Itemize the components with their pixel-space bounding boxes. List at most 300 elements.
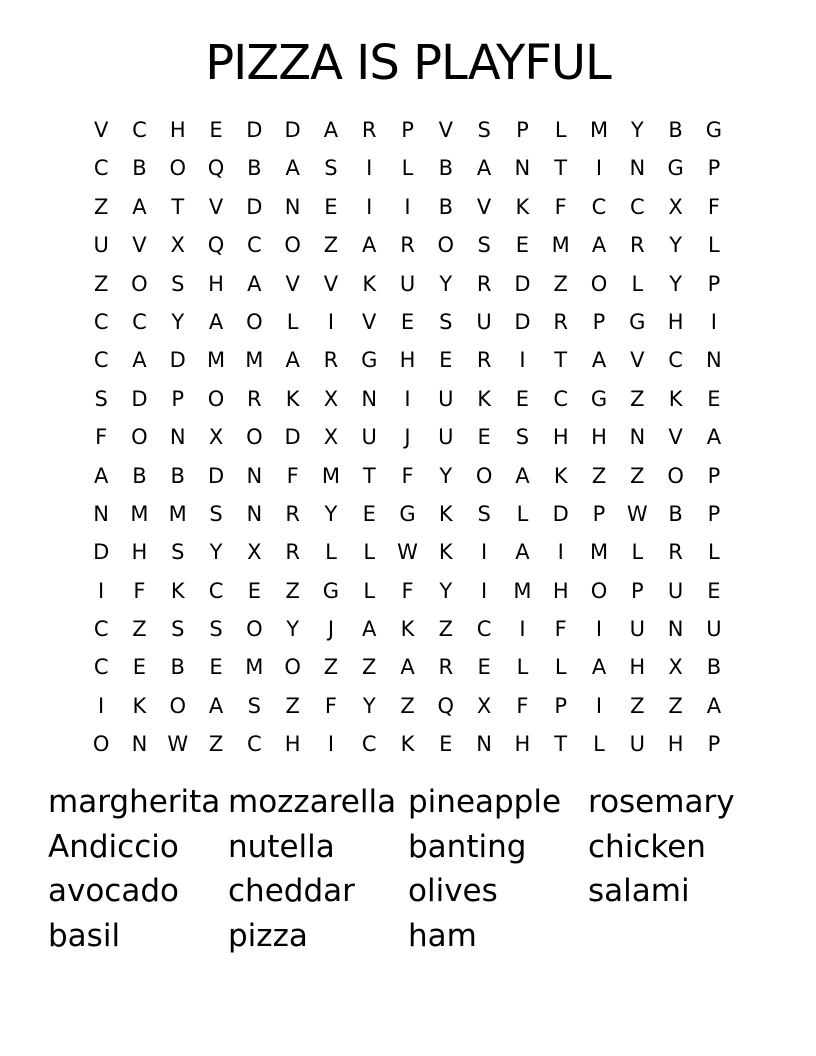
- grid-letter[interactable]: O: [590, 271, 608, 296]
- grid-letter[interactable]: D: [207, 463, 225, 488]
- grid-letter[interactable]: U: [476, 309, 492, 334]
- grid-letter[interactable]: O: [207, 386, 225, 411]
- grid-letter[interactable]: A: [285, 156, 300, 181]
- grid-letter[interactable]: K: [515, 194, 530, 219]
- grid-letter[interactable]: L: [554, 118, 567, 142]
- grid-letter[interactable]: E: [362, 501, 376, 526]
- grid-letter[interactable]: V: [208, 194, 224, 219]
- grid-letter[interactable]: I: [557, 540, 564, 565]
- grid-letter[interactable]: O: [284, 233, 301, 258]
- grid-letter[interactable]: H: [629, 655, 646, 680]
- grid-letter[interactable]: S: [477, 501, 491, 526]
- grid-letter[interactable]: T: [554, 156, 568, 181]
- grid-letter[interactable]: R: [400, 233, 415, 258]
- grid-letter[interactable]: V: [323, 271, 339, 296]
- grid-letter[interactable]: D: [246, 194, 263, 219]
- grid-row: [82, 457, 733, 495]
- grid-letter[interactable]: H: [514, 732, 531, 757]
- grid-letter[interactable]: A: [247, 271, 262, 296]
- grid-letter[interactable]: Z: [400, 693, 415, 718]
- grid-letter[interactable]: I: [595, 693, 603, 718]
- grid-letter[interactable]: K: [362, 271, 377, 296]
- grid-letter[interactable]: P: [171, 386, 185, 411]
- grid-letter[interactable]: B: [247, 156, 262, 181]
- grid-letter[interactable]: P: [554, 693, 568, 718]
- grid-letter[interactable]: S: [324, 156, 338, 181]
- grid-letter[interactable]: U: [361, 425, 377, 450]
- grid-letter[interactable]: P: [592, 309, 606, 334]
- grid-letter[interactable]: L: [516, 655, 529, 680]
- grid-letter[interactable]: M: [245, 348, 264, 373]
- grid-letter[interactable]: W: [626, 501, 648, 526]
- grid-letter[interactable]: O: [246, 309, 263, 334]
- grid-letter[interactable]: Y: [171, 309, 185, 334]
- grid-letter[interactable]: C: [93, 617, 109, 642]
- grid-letter[interactable]: L: [325, 540, 337, 565]
- grid-letter[interactable]: A: [400, 655, 415, 680]
- grid-letter[interactable]: K: [132, 693, 147, 718]
- grid-letter[interactable]: L: [631, 540, 644, 565]
- grid-letter[interactable]: W: [397, 540, 418, 565]
- grid-letter[interactable]: S: [439, 309, 453, 334]
- grid-letter[interactable]: D: [552, 501, 569, 526]
- grid-letter[interactable]: C: [591, 194, 607, 219]
- grid-letter[interactable]: S: [171, 617, 185, 642]
- grid-letter[interactable]: H: [667, 309, 684, 334]
- grid-letter[interactable]: Y: [286, 617, 300, 642]
- grid-row: [82, 303, 733, 341]
- grid-letter[interactable]: E: [515, 233, 530, 258]
- grid-letter[interactable]: S: [477, 118, 491, 142]
- grid-letter[interactable]: C: [476, 617, 492, 642]
- grid-letter[interactable]: F: [554, 194, 567, 219]
- grid-letter[interactable]: Y: [362, 693, 376, 718]
- grid-letter[interactable]: X: [208, 425, 224, 450]
- grid-letter[interactable]: Z: [630, 463, 645, 488]
- grid-letter[interactable]: G: [667, 156, 684, 181]
- grid-letter[interactable]: S: [477, 233, 491, 258]
- grid-letter[interactable]: S: [94, 386, 108, 411]
- grid-letter[interactable]: I: [595, 156, 603, 181]
- grid-letter[interactable]: V: [285, 271, 300, 296]
- grid-letter[interactable]: E: [439, 348, 453, 373]
- grid-letter[interactable]: M: [206, 348, 226, 373]
- grid-letter[interactable]: O: [246, 425, 263, 450]
- grid-letter[interactable]: V: [362, 309, 377, 334]
- grid-letter[interactable]: Z: [591, 463, 607, 488]
- grid-letter[interactable]: H: [284, 732, 301, 757]
- grid-letter[interactable]: L: [708, 540, 720, 565]
- grid-letter[interactable]: C: [93, 156, 109, 181]
- grid-letter[interactable]: L: [708, 233, 720, 258]
- grid-letter[interactable]: C: [668, 348, 683, 373]
- grid-letter[interactable]: A: [515, 463, 530, 488]
- grid-letter[interactable]: G: [705, 118, 723, 142]
- grid-letter[interactable]: N: [514, 156, 531, 181]
- grid-row: [82, 188, 733, 226]
- grid-letter[interactable]: X: [170, 233, 185, 258]
- grid-letter[interactable]: X: [247, 540, 262, 565]
- grid-letter[interactable]: W: [167, 732, 189, 757]
- grid-letter[interactable]: H: [552, 578, 569, 603]
- grid-letter[interactable]: V: [132, 233, 147, 258]
- grid-letter[interactable]: T: [362, 463, 376, 488]
- grid-letter[interactable]: K: [668, 386, 683, 411]
- grid-letter[interactable]: U: [438, 425, 454, 450]
- grid-letter[interactable]: I: [327, 732, 335, 757]
- grid-letter[interactable]: L: [363, 540, 376, 565]
- grid-letter[interactable]: C: [93, 309, 109, 334]
- grid-letter[interactable]: Q: [207, 233, 225, 258]
- grid-letter[interactable]: A: [208, 309, 224, 334]
- grid-letter[interactable]: N: [131, 732, 148, 757]
- grid-letter[interactable]: S: [209, 617, 223, 642]
- grid-letter[interactable]: Z: [208, 732, 224, 757]
- grid-letter[interactable]: N: [246, 463, 263, 488]
- grid-letter[interactable]: B: [132, 156, 147, 181]
- grid-letter[interactable]: L: [631, 271, 644, 296]
- grid-letter[interactable]: U: [629, 732, 645, 757]
- grid-letter[interactable]: N: [476, 732, 492, 757]
- grid-letter[interactable]: K: [170, 578, 185, 603]
- grid-letter[interactable]: B: [170, 463, 185, 488]
- grid-letter[interactable]: P: [516, 118, 529, 142]
- grid-letter[interactable]: A: [323, 118, 339, 142]
- grid-letter[interactable]: V: [476, 194, 492, 219]
- grid-letter[interactable]: B: [668, 118, 683, 142]
- grid-letter[interactable]: Z: [553, 271, 568, 296]
- grid-letter[interactable]: Q: [437, 693, 455, 718]
- grid-letter[interactable]: P: [401, 118, 414, 142]
- grid-letter[interactable]: U: [706, 617, 722, 642]
- grid-letter[interactable]: A: [476, 156, 492, 181]
- grid-letter[interactable]: O: [92, 732, 110, 757]
- grid-letter[interactable]: A: [132, 194, 147, 219]
- grid-letter[interactable]: Z: [323, 233, 339, 258]
- grid-letter[interactable]: K: [400, 617, 415, 642]
- grid-letter[interactable]: G: [322, 578, 340, 603]
- grid-letter[interactable]: O: [169, 156, 186, 181]
- grid-letter[interactable]: Z: [438, 617, 454, 642]
- word-list-item: rosemary: [588, 784, 735, 820]
- grid-letter[interactable]: R: [476, 271, 492, 296]
- grid-letter[interactable]: G: [629, 309, 646, 334]
- grid-letter[interactable]: Y: [669, 233, 683, 258]
- grid-letter[interactable]: P: [707, 732, 721, 757]
- grid-letter[interactable]: Y: [439, 578, 453, 603]
- grid-letter[interactable]: G: [399, 501, 416, 526]
- grid-letter[interactable]: A: [515, 540, 530, 565]
- grid-letter[interactable]: P: [707, 501, 721, 526]
- grid-letter[interactable]: N: [246, 501, 263, 526]
- grid-letter[interactable]: T: [554, 348, 568, 373]
- grid-letter[interactable]: O: [131, 271, 148, 296]
- grid-letter[interactable]: M: [168, 501, 187, 526]
- grid-letter[interactable]: I: [710, 309, 717, 334]
- grid-letter[interactable]: O: [590, 578, 608, 603]
- grid-letter[interactable]: V: [438, 118, 453, 142]
- grid-letter[interactable]: D: [284, 118, 301, 142]
- grid-letter[interactable]: B: [132, 463, 147, 488]
- word-list-item: basil: [48, 917, 121, 954]
- grid-letter[interactable]: V: [630, 348, 645, 373]
- grid-letter[interactable]: E: [400, 309, 415, 334]
- grid-letter[interactable]: L: [286, 309, 299, 334]
- grid-letter[interactable]: R: [361, 118, 377, 142]
- grid-letter[interactable]: R: [553, 309, 568, 334]
- grid-letter[interactable]: I: [98, 578, 105, 603]
- grid-letter[interactable]: I: [366, 156, 373, 181]
- grid-letter[interactable]: I: [327, 309, 335, 334]
- grid-letter[interactable]: E: [707, 578, 721, 603]
- grid-letter[interactable]: Z: [630, 386, 645, 411]
- grid-letter[interactable]: L: [363, 578, 376, 603]
- grid-letter[interactable]: Y: [439, 271, 453, 296]
- grid-letter[interactable]: E: [439, 732, 453, 757]
- grid-letter[interactable]: O: [246, 617, 263, 642]
- grid-letter[interactable]: I: [98, 693, 105, 718]
- grid-letter[interactable]: A: [591, 233, 607, 258]
- grid-letter[interactable]: I: [519, 617, 526, 642]
- grid-letter[interactable]: K: [438, 501, 453, 526]
- grid-letter[interactable]: C: [247, 233, 262, 258]
- grid-letter[interactable]: Z: [630, 693, 645, 718]
- grid-letter[interactable]: M: [551, 233, 570, 258]
- grid-letter[interactable]: G: [590, 386, 608, 411]
- grid-letter[interactable]: F: [401, 463, 414, 488]
- grid-letter[interactable]: F: [324, 693, 337, 718]
- grid-letter[interactable]: E: [515, 386, 530, 411]
- grid-letter[interactable]: M: [130, 501, 149, 526]
- grid-letter[interactable]: E: [477, 425, 491, 450]
- grid-letter[interactable]: P: [707, 156, 721, 181]
- grid-letter[interactable]: H: [169, 118, 186, 142]
- grid-letter[interactable]: L: [516, 501, 529, 526]
- grid-letter[interactable]: Y: [630, 118, 644, 142]
- grid-letter[interactable]: A: [93, 463, 109, 488]
- grid-letter[interactable]: U: [438, 386, 454, 411]
- grid-letter[interactable]: X: [668, 194, 683, 219]
- grid-letter[interactable]: E: [707, 386, 721, 411]
- grid-letter[interactable]: R: [247, 386, 262, 411]
- grid-row: [82, 380, 733, 418]
- grid-letter[interactable]: D: [169, 348, 186, 373]
- grid-letter[interactable]: S: [171, 540, 185, 565]
- grid-letter[interactable]: Z: [285, 693, 300, 718]
- grid-letter[interactable]: D: [284, 425, 301, 450]
- grid-letter[interactable]: A: [591, 348, 607, 373]
- grid-letter[interactable]: L: [554, 655, 567, 680]
- grid-letter[interactable]: H: [667, 732, 684, 757]
- grid-letter[interactable]: U: [93, 233, 109, 258]
- grid-letter[interactable]: D: [514, 309, 531, 334]
- grid-letter[interactable]: Z: [132, 617, 147, 642]
- grid-letter[interactable]: T: [171, 194, 185, 219]
- grid-letter[interactable]: N: [629, 156, 646, 181]
- grid-letter[interactable]: T: [554, 732, 568, 757]
- grid-letter[interactable]: R: [323, 348, 339, 373]
- grid-letter[interactable]: H: [208, 271, 224, 296]
- grid-letter[interactable]: S: [515, 425, 530, 450]
- word-list-item: olives: [408, 873, 498, 909]
- grid-letter[interactable]: Z: [93, 271, 109, 296]
- grid-letter[interactable]: X: [323, 386, 339, 411]
- grid-letter[interactable]: A: [706, 693, 722, 718]
- grid-letter[interactable]: M: [589, 118, 609, 142]
- grid-letter[interactable]: Z: [285, 578, 300, 603]
- grid-letter[interactable]: F: [95, 425, 108, 450]
- grid-letter[interactable]: L: [593, 732, 605, 757]
- grid-letter[interactable]: K: [400, 732, 415, 757]
- grid-letter[interactable]: A: [362, 233, 377, 258]
- grid-letter[interactable]: K: [438, 540, 453, 565]
- grid-letter[interactable]: A: [591, 655, 607, 680]
- grid-letter[interactable]: Y: [439, 463, 453, 488]
- grid-letter[interactable]: N: [667, 617, 684, 642]
- grid-letter[interactable]: N: [629, 425, 646, 450]
- grid-letter[interactable]: N: [284, 194, 301, 219]
- grid-letter[interactable]: K: [477, 386, 491, 411]
- grid-letter[interactable]: K: [553, 463, 568, 488]
- grid-letter[interactable]: P: [592, 501, 606, 526]
- grid-letter[interactable]: J: [327, 617, 335, 642]
- grid-letter[interactable]: Z: [668, 693, 683, 718]
- grid-letter[interactable]: E: [324, 194, 338, 219]
- grid-letter[interactable]: M: [321, 463, 340, 488]
- grid-letter[interactable]: A: [362, 617, 377, 642]
- grid-letter[interactable]: E: [132, 655, 147, 680]
- grid-letter[interactable]: B: [438, 156, 454, 181]
- grid-letter[interactable]: A: [208, 693, 224, 718]
- grid-letter[interactable]: H: [131, 540, 148, 565]
- grid-letter[interactable]: S: [209, 501, 223, 526]
- grid-letter[interactable]: Z: [362, 655, 377, 680]
- grid-letter[interactable]: O: [475, 463, 493, 488]
- grid-letter[interactable]: Q: [207, 156, 225, 181]
- grid-letter[interactable]: E: [477, 655, 491, 680]
- grid-letter[interactable]: D: [246, 118, 263, 142]
- grid-letter[interactable]: K: [285, 386, 300, 411]
- grid-letter[interactable]: Y: [324, 501, 338, 526]
- grid-letter[interactable]: D: [131, 386, 148, 411]
- grid-letter[interactable]: R: [438, 655, 454, 680]
- grid-letter[interactable]: F: [707, 194, 720, 219]
- grid-letter[interactable]: V: [668, 425, 683, 450]
- grid-letter[interactable]: E: [209, 118, 223, 142]
- grid-letter[interactable]: I: [404, 386, 411, 411]
- grid-letter[interactable]: C: [93, 655, 109, 680]
- grid-letter[interactable]: A: [132, 348, 147, 373]
- grid-letter[interactable]: U: [629, 617, 645, 642]
- grid-letter[interactable]: V: [93, 118, 109, 142]
- grid-letter[interactable]: B: [170, 655, 185, 680]
- grid-letter[interactable]: C: [247, 732, 262, 757]
- grid-letter[interactable]: I: [481, 578, 488, 603]
- grid-letter[interactable]: N: [361, 386, 378, 411]
- grid-letter[interactable]: O: [437, 233, 455, 258]
- grid-letter[interactable]: N: [706, 348, 722, 373]
- grid-letter[interactable]: O: [131, 425, 148, 450]
- grid-letter[interactable]: L: [401, 156, 414, 181]
- grid-letter[interactable]: C: [93, 348, 109, 373]
- grid-letter[interactable]: F: [516, 693, 529, 718]
- grid-letter[interactable]: R: [668, 540, 683, 565]
- grid-letter[interactable]: F: [286, 463, 299, 488]
- grid-letter[interactable]: H: [399, 348, 416, 373]
- grid-letter[interactable]: R: [285, 501, 300, 526]
- grid-letter[interactable]: I: [404, 194, 411, 219]
- grid-letter[interactable]: C: [361, 732, 377, 757]
- grid-letter[interactable]: Y: [209, 540, 223, 565]
- grid-letter[interactable]: I: [519, 348, 526, 373]
- grid-letter[interactable]: D: [93, 540, 110, 565]
- grid-letter[interactable]: P: [707, 463, 721, 488]
- grid-letter[interactable]: U: [667, 578, 684, 603]
- grid-letter[interactable]: M: [589, 540, 609, 565]
- grid-letter[interactable]: C: [553, 386, 569, 411]
- grid-letter[interactable]: S: [247, 693, 261, 718]
- grid-letter[interactable]: C: [629, 194, 645, 219]
- grid-letter[interactable]: R: [285, 540, 300, 565]
- grid-letter[interactable]: F: [401, 578, 414, 603]
- grid-letter[interactable]: X: [323, 425, 339, 450]
- grid-letter[interactable]: G: [361, 348, 378, 373]
- grid-letter[interactable]: P: [630, 578, 644, 603]
- grid-letter[interactable]: S: [171, 271, 185, 296]
- grid-letter[interactable]: R: [476, 348, 492, 373]
- grid-letter[interactable]: B: [438, 194, 454, 219]
- grid-letter[interactable]: X: [668, 655, 683, 680]
- grid-letter[interactable]: C: [132, 118, 147, 142]
- grid-letter[interactable]: C: [208, 578, 224, 603]
- word-list-item: cheddar: [228, 873, 355, 909]
- grid-letter[interactable]: I: [481, 540, 488, 565]
- grid-letter[interactable]: O: [169, 693, 186, 718]
- grid-letter[interactable]: D: [514, 271, 531, 296]
- grid-row: [82, 533, 733, 571]
- grid-letter[interactable]: A: [285, 348, 300, 373]
- grid-letter[interactable]: B: [706, 655, 722, 680]
- grid-letter[interactable]: A: [706, 425, 722, 450]
- word-list-item: pizza: [228, 917, 308, 954]
- grid-letter[interactable]: F: [133, 578, 146, 603]
- grid-letter[interactable]: O: [284, 655, 301, 680]
- grid-letter[interactable]: E: [247, 578, 261, 603]
- grid-letter[interactable]: J: [404, 425, 411, 450]
- grid-letter[interactable]: O: [667, 463, 684, 488]
- grid-letter[interactable]: M: [513, 578, 532, 603]
- grid-letter[interactable]: F: [554, 617, 567, 642]
- grid-letter[interactable]: N: [93, 501, 109, 526]
- grid-letter[interactable]: E: [209, 655, 223, 680]
- grid-letter[interactable]: P: [707, 271, 721, 296]
- grid-letter[interactable]: Z: [323, 655, 339, 680]
- grid-letter[interactable]: X: [476, 693, 492, 718]
- grid-letter[interactable]: M: [245, 655, 264, 680]
- grid-letter[interactable]: R: [630, 233, 645, 258]
- grid-letter[interactable]: H: [591, 425, 607, 450]
- grid-letter[interactable]: Z: [93, 194, 109, 219]
- word-list-item: banting: [408, 828, 527, 865]
- grid-letter[interactable]: I: [366, 194, 373, 219]
- grid-letter[interactable]: U: [399, 271, 416, 296]
- grid-letter[interactable]: N: [169, 425, 186, 450]
- grid-letter[interactable]: C: [132, 309, 147, 334]
- grid-letter[interactable]: Y: [669, 271, 683, 296]
- grid-letter[interactable]: B: [668, 501, 683, 526]
- grid-letter[interactable]: I: [595, 617, 603, 642]
- grid-letter[interactable]: H: [552, 425, 569, 450]
